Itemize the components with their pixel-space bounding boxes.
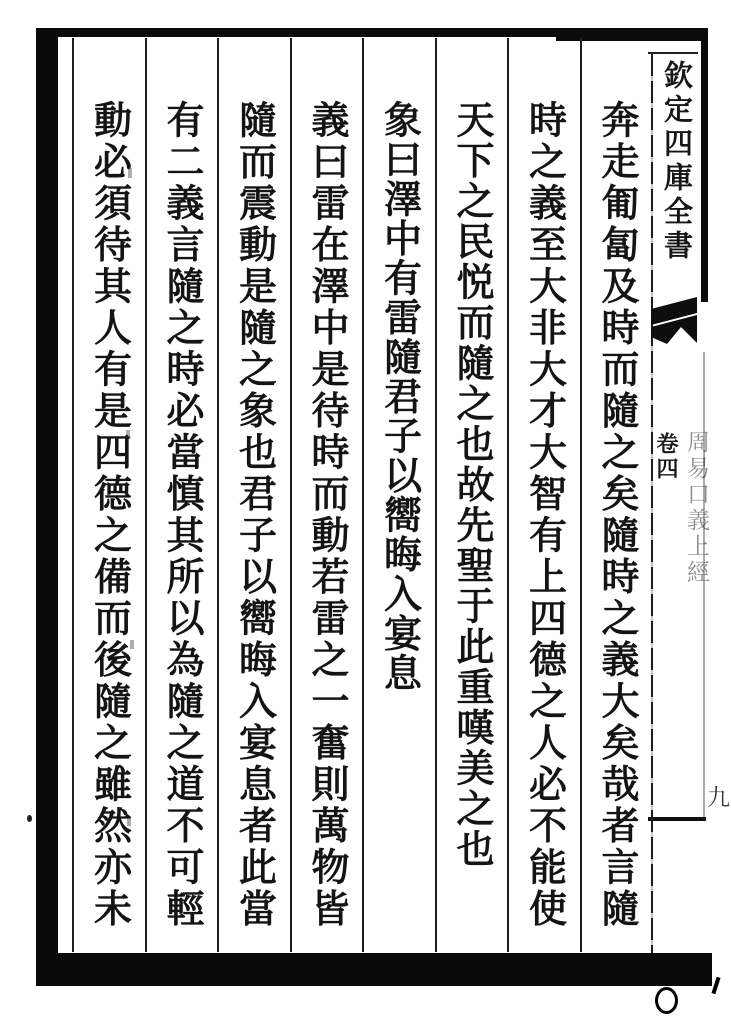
bleed-mark [130, 640, 134, 649]
banxin-title: 欽定四庫全書 [660, 60, 694, 264]
text-column-8: 動必須待其人有是四德之備而後隨之雖然亦未 [72, 38, 145, 952]
text-column-1: 奔走匍匐及時而隨之矣隨時之義大矣哉者言隨 [580, 38, 653, 952]
bleed-mark [126, 430, 130, 438]
text-columns [72, 38, 652, 952]
margin-character: 九 [707, 785, 730, 811]
fishtail-ornament-icon [649, 297, 699, 347]
volume-label: 卷四 [653, 432, 679, 482]
text-column-7: 有二義言隨之時必當慎其所以為隨之道不可輕 [145, 38, 218, 952]
bleed-mark [127, 818, 131, 826]
corner-oval-mark [655, 987, 678, 1014]
gutter-title: 周易口義上經 [683, 430, 709, 586]
frame-right-border-upper [701, 30, 708, 302]
corner-tick-mark [711, 977, 720, 994]
text-column-4: 象曰澤中有雷隨君子以嚮晦入宴息 [362, 38, 435, 952]
text-column-6: 隨而震動是隨之象也君子以嚮晦入宴息者此當 [217, 38, 290, 952]
text-column-3: 天下之民悦而隨之也故先聖于此重嘆美之也 [435, 38, 508, 952]
banxin-top-rule [648, 52, 698, 54]
text-column-5: 義曰雷在澤中是待時而動若雷之一奮則萬物皆 [290, 38, 363, 952]
gutter-bottom-rule [648, 817, 706, 821]
ink-speck [27, 815, 32, 822]
text-column-2: 時之義至大非大才大智有上四德之人必不能使 [507, 38, 580, 952]
frame-bottom-band [36, 953, 712, 986]
frame-left-band [36, 28, 58, 986]
bleed-mark [128, 168, 132, 178]
